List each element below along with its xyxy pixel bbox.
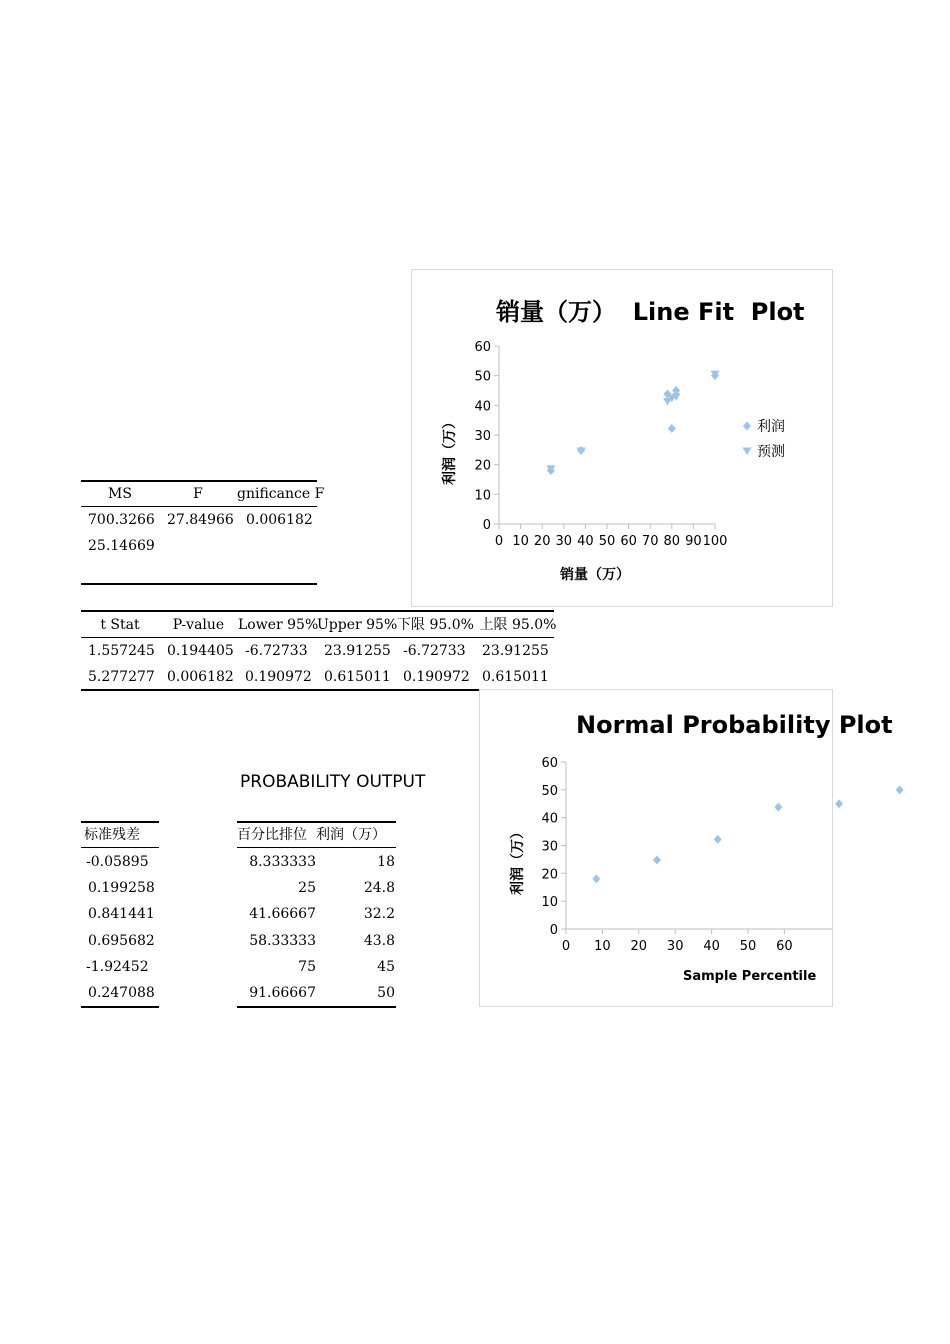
x-tick-label: 0 (561, 939, 571, 954)
x-tick-label: 60 (776, 939, 793, 954)
y-axis-title: 利润（万） (442, 415, 458, 485)
x-tick-label: 50 (598, 534, 616, 549)
point-profit (653, 855, 661, 864)
profit-value: 45 (377, 959, 395, 975)
x-tick-label: 80 (663, 534, 681, 549)
coef-header: Upper 95% (317, 617, 398, 633)
x-tick-label: 20 (630, 939, 648, 954)
data-marks (546, 371, 719, 475)
residual-value: -1.92452 (86, 959, 149, 975)
y-tick-label: 40 (474, 399, 491, 415)
profit-value: 50 (377, 985, 395, 1001)
axes (541, 756, 832, 954)
y-tick-label: 60 (541, 756, 558, 771)
x-tick-label: 30 (555, 534, 573, 549)
y-tick-label: 20 (474, 458, 491, 474)
probability-table (237, 821, 397, 1011)
coef-cell: 0.006182 (167, 669, 234, 685)
legend (743, 418, 786, 460)
coef-header: t Stat (100, 617, 140, 633)
residual-value: 0.841441 (88, 906, 155, 922)
normal-probability-chart-svg (480, 690, 893, 1006)
legend-marker (743, 422, 751, 431)
line-fit-chart[interactable] (411, 269, 833, 607)
x-axis-title: 销量（万） (560, 567, 630, 583)
y-tick-label: 30 (474, 429, 491, 444)
x-tick-label: 20 (533, 534, 551, 549)
point-profit (835, 799, 843, 808)
point-predicted (711, 371, 720, 379)
profit-value: 18 (377, 854, 395, 870)
x-tick-label: 40 (577, 534, 594, 549)
coef-header: 下限 95.0% (397, 617, 474, 633)
coef-cell: 0.190972 (245, 669, 312, 685)
residual-value: 0.695682 (88, 933, 155, 949)
data-marks (592, 785, 903, 883)
coef-header: Lower 95% (238, 617, 319, 633)
anova-header-ms: MS (108, 486, 132, 502)
coef-header: 上限 95.0% (479, 617, 557, 633)
anova-header-f: F (193, 486, 203, 502)
coef-cell: 23.91255 (324, 643, 391, 659)
coef-cell: -6.72733 (245, 643, 308, 659)
percentile-value: 58.33333 (249, 933, 316, 949)
coef-cell: 1.557245 (88, 643, 155, 659)
y-tick-label: 10 (474, 488, 491, 504)
coef-cell: 0.194405 (167, 643, 234, 659)
line-fit-chart-svg (412, 270, 832, 606)
anova-cell: 27.84966 (167, 512, 234, 528)
x-tick-label: 10 (594, 939, 611, 954)
y-axis-title: 利润（万） (510, 825, 526, 895)
point-profit (592, 874, 600, 883)
x-tick-label: 90 (685, 534, 702, 549)
probability-header-percentile: 百分比排位 (237, 827, 307, 843)
chart-title: 销量（万） Line Fit Plot (496, 298, 805, 326)
percentile-value: 25 (298, 880, 316, 896)
x-tick-label: 50 (739, 939, 757, 954)
residual-value: 0.247088 (88, 985, 155, 1001)
y-tick-label: 10 (541, 895, 558, 911)
y-tick-label: 0 (549, 923, 558, 938)
percentile-value: 91.66667 (249, 985, 316, 1001)
profit-value: 32.2 (363, 906, 395, 922)
point-profit (714, 835, 722, 844)
anova-cell: 0.006182 (246, 512, 313, 528)
y-tick-label: 0 (482, 518, 491, 533)
residuals-table (81, 821, 161, 1011)
legend-marker (743, 448, 752, 456)
coefficients-table (81, 610, 561, 692)
x-tick-label: 30 (666, 939, 684, 954)
residual-value: -0.05895 (86, 854, 149, 870)
y-tick-label: 40 (541, 811, 558, 827)
x-tick-label: 40 (703, 939, 720, 954)
coef-cell: -6.72733 (403, 643, 466, 659)
profit-value: 43.8 (363, 933, 395, 949)
anova-cell: 25.14669 (88, 538, 155, 554)
probability-output-title: PROBABILITY OUTPUT (240, 772, 426, 792)
coef-header: P-value (172, 617, 225, 633)
percentile-value: 75 (298, 959, 316, 975)
y-tick-label: 50 (474, 369, 491, 385)
point-profit (896, 785, 904, 794)
probability-header-profit: 利润（万） (316, 827, 386, 843)
y-tick-label: 50 (541, 783, 558, 799)
x-axis-title: Sample Percentile (683, 969, 817, 984)
anova-header-significance: gnificance F (237, 486, 325, 502)
chart-title: Normal Probability Plot (576, 711, 893, 739)
point-predicted (546, 465, 555, 473)
coef-cell: 0.615011 (482, 669, 549, 685)
point-profit (774, 803, 782, 812)
legend-label: 利润 (757, 419, 785, 435)
legend-label: 预测 (757, 444, 785, 460)
coef-cell: 0.190972 (403, 669, 470, 685)
anova-cell: 700.3266 (88, 512, 155, 528)
axes (474, 340, 727, 549)
point-predicted (663, 398, 672, 406)
percentile-value: 8.333333 (249, 854, 316, 870)
coef-cell: 23.91255 (482, 643, 549, 659)
residual-value: 0.199258 (88, 880, 155, 896)
y-tick-label: 30 (541, 839, 558, 855)
percentile-value: 41.66667 (249, 906, 316, 922)
coef-cell: 0.615011 (324, 669, 391, 685)
point-profit (668, 424, 676, 433)
x-tick-label: 60 (620, 534, 637, 549)
residuals-header: 标准残差 (84, 827, 140, 843)
x-tick-label: 10 (512, 534, 529, 549)
x-tick-label: 100 (702, 534, 728, 549)
profit-value: 24.8 (363, 880, 395, 896)
x-tick-label: 70 (641, 534, 659, 549)
normal-probability-chart[interactable] (479, 689, 893, 1007)
y-tick-label: 20 (541, 867, 558, 883)
anova-table (81, 480, 325, 586)
coef-cell: 5.277277 (88, 669, 155, 685)
x-tick-label: 0 (494, 534, 504, 549)
y-tick-label: 60 (474, 340, 491, 355)
